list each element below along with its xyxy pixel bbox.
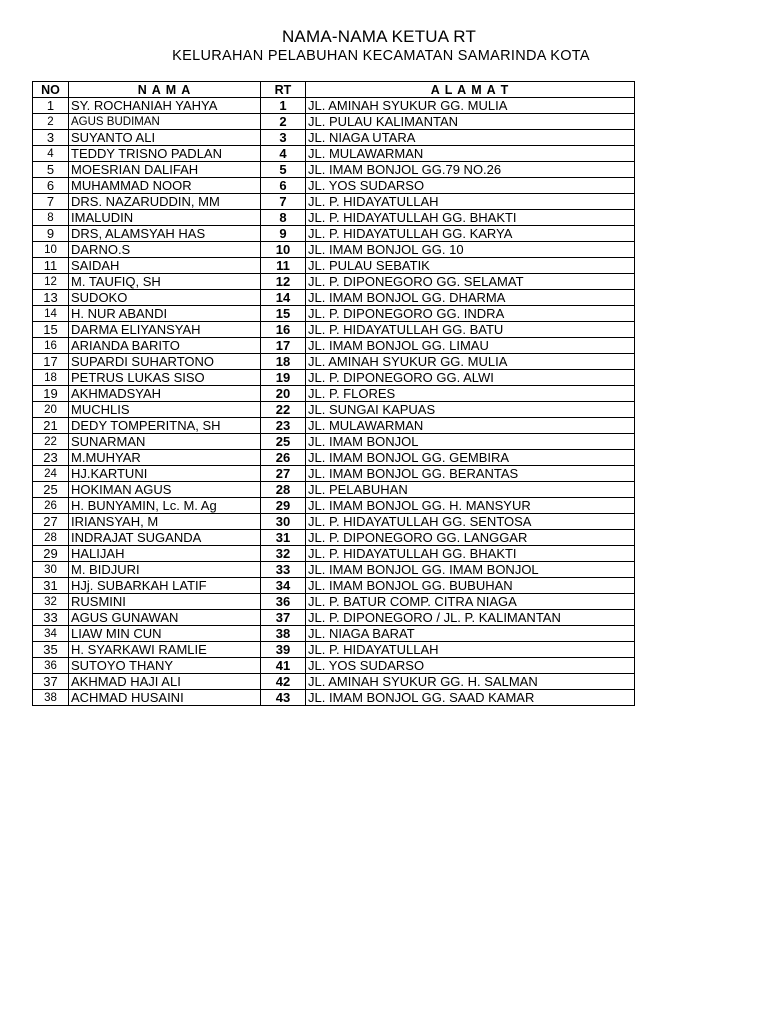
cell-nama: SUDOKO	[69, 290, 261, 306]
cell-no: 9	[33, 226, 69, 242]
table-row	[33, 418, 635, 434]
cell-alamat: JL. P. DIPONEGORO GG. INDRA	[306, 306, 635, 322]
cell-alamat: JL. P. HIDAYATULLAH	[306, 194, 635, 210]
cell-nama: SUNARMAN	[69, 434, 261, 450]
cell-alamat: JL. PULAU SEBATIK	[306, 258, 635, 274]
table-row	[33, 322, 635, 338]
table-row	[33, 210, 635, 226]
cell-alamat: JL. IMAM BONJOL GG. H. MANSYUR	[306, 498, 635, 514]
cell-no: 10	[33, 242, 69, 258]
cell-alamat: JL. YOS SUDARSO	[306, 658, 635, 674]
cell-nama: H. NUR ABANDI	[69, 306, 261, 322]
cell-rt: 28	[261, 482, 306, 498]
cell-nama: SUTOYO THANY	[69, 658, 261, 674]
cell-no: 18	[33, 370, 69, 386]
column-header-nama: N A M A	[69, 82, 261, 98]
cell-alamat: JL. P. DIPONEGORO GG. LANGGAR	[306, 530, 635, 546]
cell-rt: 10	[261, 242, 306, 258]
cell-rt: 20	[261, 386, 306, 402]
cell-no: 20	[33, 402, 69, 418]
cell-no: 28	[33, 530, 69, 546]
cell-nama: RUSMINI	[69, 594, 261, 610]
cell-alamat: JL. IMAM BONJOL GG. DHARMA	[306, 290, 635, 306]
table-row	[33, 338, 635, 354]
cell-nama: ACHMAD HUSAINI	[69, 690, 261, 706]
cell-rt: 38	[261, 626, 306, 642]
cell-no: 30	[33, 562, 69, 578]
table-row	[33, 466, 635, 482]
cell-no: 25	[33, 482, 69, 498]
column-header-alamat: A L A M A T	[306, 82, 635, 98]
cell-rt: 25	[261, 434, 306, 450]
cell-no: 33	[33, 610, 69, 626]
cell-alamat: JL. SUNGAI KAPUAS	[306, 402, 635, 418]
cell-alamat: JL. IMAM BONJOL GG. SAAD KAMAR	[306, 690, 635, 706]
cell-no: 19	[33, 386, 69, 402]
cell-nama: INDRAJAT SUGANDA	[69, 530, 261, 546]
cell-nama: DRS. NAZARUDDIN, MM	[69, 194, 261, 210]
cell-nama: M.MUHYAR	[69, 450, 261, 466]
cell-no: 24	[33, 466, 69, 482]
cell-rt: 31	[261, 530, 306, 546]
cell-alamat: JL. NIAGA BARAT	[306, 626, 635, 642]
cell-nama: IMALUDIN	[69, 210, 261, 226]
table-row	[33, 594, 635, 610]
cell-no: 1	[33, 98, 69, 114]
cell-rt: 14	[261, 290, 306, 306]
cell-rt: 43	[261, 690, 306, 706]
cell-rt: 15	[261, 306, 306, 322]
cell-alamat: JL. P. HIDAYATULLAH	[306, 642, 635, 658]
cell-nama: H. SYARKAWI RAMLIE	[69, 642, 261, 658]
cell-rt: 2	[261, 114, 306, 130]
cell-alamat: JL. P. HIDAYATULLAH GG. SENTOSA	[306, 514, 635, 530]
table-row	[33, 578, 635, 594]
column-header-rt: RT	[261, 82, 306, 98]
cell-alamat: JL. AMINAH SYUKUR GG. MULIA	[306, 98, 635, 114]
table-row	[33, 450, 635, 466]
table-row	[33, 386, 635, 402]
cell-alamat: JL. IMAM BONJOL	[306, 434, 635, 450]
cell-no: 8	[33, 210, 69, 226]
cell-no: 35	[33, 642, 69, 658]
table-row	[33, 434, 635, 450]
table-row	[33, 610, 635, 626]
cell-rt: 26	[261, 450, 306, 466]
cell-no: 4	[33, 146, 69, 162]
cell-no: 5	[33, 162, 69, 178]
table-row	[33, 498, 635, 514]
cell-rt: 29	[261, 498, 306, 514]
cell-alamat: JL. P. DIPONEGORO GG. ALWI	[306, 370, 635, 386]
cell-nama: H. BUNYAMIN, Lc. M. Ag	[69, 498, 261, 514]
cell-nama: HOKIMAN AGUS	[69, 482, 261, 498]
cell-rt: 9	[261, 226, 306, 242]
cell-no: 7	[33, 194, 69, 210]
cell-nama: DARMA ELIYANSYAH	[69, 322, 261, 338]
table-row	[33, 306, 635, 322]
cell-no: 23	[33, 450, 69, 466]
table-row	[33, 274, 635, 290]
cell-rt: 6	[261, 178, 306, 194]
cell-nama: SY. ROCHANIAH YAHYA	[69, 98, 261, 114]
cell-no: 13	[33, 290, 69, 306]
cell-alamat: JL. P. HIDAYATULLAH GG. BHAKTI	[306, 210, 635, 226]
cell-alamat: JL. PELABUHAN	[306, 482, 635, 498]
cell-alamat: JL. YOS SUDARSO	[306, 178, 635, 194]
cell-rt: 19	[261, 370, 306, 386]
cell-rt: 34	[261, 578, 306, 594]
cell-nama: AGUS GUNAWAN	[69, 610, 261, 626]
table-row	[33, 370, 635, 386]
cell-rt: 22	[261, 402, 306, 418]
cell-rt: 12	[261, 274, 306, 290]
cell-no: 37	[33, 674, 69, 690]
cell-alamat: JL. IMAM BONJOL GG. GEMBIRA	[306, 450, 635, 466]
table-body	[33, 98, 635, 706]
cell-alamat: JL. IMAM BONJOL GG. IMAM BONJOL	[306, 562, 635, 578]
cell-alamat: JL. AMINAH SYUKUR GG. MULIA	[306, 354, 635, 370]
table-row	[33, 658, 635, 674]
cell-alamat: JL. P. DIPONEGORO GG. SELAMAT	[306, 274, 635, 290]
cell-no: 14	[33, 306, 69, 322]
cell-no: 15	[33, 322, 69, 338]
cell-nama: SUYANTO ALI	[69, 130, 261, 146]
cell-nama: TEDDY TRISNO PADLAN	[69, 146, 261, 162]
table-row	[33, 114, 635, 130]
cell-rt: 18	[261, 354, 306, 370]
cell-no: 22	[33, 434, 69, 450]
table-row	[33, 226, 635, 242]
table-row	[33, 258, 635, 274]
cell-alamat: JL. MULAWARMAN	[306, 146, 635, 162]
table-row	[33, 674, 635, 690]
cell-nama: ARIANDA BARITO	[69, 338, 261, 354]
cell-nama: MOESRIAN DALIFAH	[69, 162, 261, 178]
table-row	[33, 290, 635, 306]
cell-rt: 32	[261, 546, 306, 562]
cell-alamat: JL. P. BATUR COMP. CITRA NIAGA	[306, 594, 635, 610]
cell-no: 31	[33, 578, 69, 594]
cell-nama: M. TAUFIQ, SH	[69, 274, 261, 290]
cell-nama: HALIJAH	[69, 546, 261, 562]
cell-rt: 5	[261, 162, 306, 178]
cell-rt: 1	[261, 98, 306, 114]
cell-nama: SAIDAH	[69, 258, 261, 274]
cell-no: 29	[33, 546, 69, 562]
cell-nama: AGUS BUDIMAN	[69, 114, 261, 130]
cell-rt: 7	[261, 194, 306, 210]
cell-rt: 33	[261, 562, 306, 578]
table-row	[33, 130, 635, 146]
cell-no: 27	[33, 514, 69, 530]
cell-alamat: JL. MULAWARMAN	[306, 418, 635, 434]
cell-no: 21	[33, 418, 69, 434]
cell-nama: DARNO.S	[69, 242, 261, 258]
cell-no: 3	[33, 130, 69, 146]
cell-alamat: JL. IMAM BONJOL GG. 10	[306, 242, 635, 258]
cell-alamat: JL. AMINAH SYUKUR GG. H. SALMAN	[306, 674, 635, 690]
cell-no: 34	[33, 626, 69, 642]
table-header-row	[33, 82, 635, 98]
cell-rt: 39	[261, 642, 306, 658]
cell-no: 2	[33, 114, 69, 130]
cell-rt: 30	[261, 514, 306, 530]
cell-no: 12	[33, 274, 69, 290]
cell-rt: 11	[261, 258, 306, 274]
cell-alamat: JL. P. FLORES	[306, 386, 635, 402]
cell-alamat: JL. NIAGA UTARA	[306, 130, 635, 146]
cell-rt: 41	[261, 658, 306, 674]
table-row	[33, 514, 635, 530]
page-title: NAMA-NAMA KETUA RT	[281, 27, 477, 46]
page-subtitle: KELURAHAN PELABUHAN KECAMATAN SAMARINDA KOTA	[172, 48, 590, 64]
cell-nama: M. BIDJURI	[69, 562, 261, 578]
cell-rt: 23	[261, 418, 306, 434]
cell-nama: DEDY TOMPERITNA, SH	[69, 418, 261, 434]
table-row	[33, 530, 635, 546]
cell-alamat: JL. P. HIDAYATULLAH GG. BHAKTI	[306, 546, 635, 562]
table-row	[33, 242, 635, 258]
cell-alamat: JL. P. HIDAYATULLAH GG. BATU	[306, 322, 635, 338]
cell-alamat: JL. IMAM BONJOL GG. BUBUHAN	[306, 578, 635, 594]
table-row	[33, 642, 635, 658]
cell-nama: DRS, ALAMSYAH HAS	[69, 226, 261, 242]
cell-rt: 17	[261, 338, 306, 354]
cell-nama: LIAW MIN CUN	[69, 626, 261, 642]
cell-no: 38	[33, 690, 69, 706]
cell-rt: 3	[261, 130, 306, 146]
cell-alamat: JL. IMAM BONJOL GG.79 NO.26	[306, 162, 635, 178]
table-row	[33, 562, 635, 578]
table-row	[33, 354, 635, 370]
table-row	[33, 162, 635, 178]
cell-nama: SUPARDI SUHARTONO	[69, 354, 261, 370]
cell-no: 32	[33, 594, 69, 610]
ketua-rt-table	[32, 81, 635, 706]
column-header-no: NO	[33, 82, 69, 98]
cell-no: 17	[33, 354, 69, 370]
cell-nama: PETRUS LUKAS SISO	[69, 370, 261, 386]
cell-rt: 37	[261, 610, 306, 626]
cell-no: 26	[33, 498, 69, 514]
cell-nama: AKHMAD HAJI ALI	[69, 674, 261, 690]
table-row	[33, 402, 635, 418]
cell-alamat: JL. IMAM BONJOL GG. BERANTAS	[306, 466, 635, 482]
table-row	[33, 146, 635, 162]
cell-rt: 36	[261, 594, 306, 610]
cell-rt: 16	[261, 322, 306, 338]
cell-no: 36	[33, 658, 69, 674]
cell-alamat: JL. PULAU KALIMANTAN	[306, 114, 635, 130]
cell-no: 16	[33, 338, 69, 354]
table-row	[33, 178, 635, 194]
table-row	[33, 482, 635, 498]
table-row	[33, 690, 635, 706]
cell-nama: MUHAMMAD NOOR	[69, 178, 261, 194]
cell-no: 11	[33, 258, 69, 274]
cell-alamat: JL. IMAM BONJOL GG. LIMAU	[306, 338, 635, 354]
cell-nama: HJ.KARTUNI	[69, 466, 261, 482]
cell-nama: AKHMADSYAH	[69, 386, 261, 402]
cell-rt: 42	[261, 674, 306, 690]
table-row	[33, 626, 635, 642]
cell-rt: 8	[261, 210, 306, 226]
cell-alamat: JL. P. HIDAYATULLAH GG. KARYA	[306, 226, 635, 242]
cell-nama: MUCHLIS	[69, 402, 261, 418]
cell-rt: 27	[261, 466, 306, 482]
cell-nama: IRIANSYAH, M	[69, 514, 261, 530]
cell-rt: 4	[261, 146, 306, 162]
table-row	[33, 98, 635, 114]
table-row	[33, 194, 635, 210]
cell-alamat: JL. P. DIPONEGORO / JL. P. KALIMANTAN	[306, 610, 635, 626]
cell-no: 6	[33, 178, 69, 194]
cell-nama: HJj. SUBARKAH LATIF	[69, 578, 261, 594]
table-row	[33, 546, 635, 562]
